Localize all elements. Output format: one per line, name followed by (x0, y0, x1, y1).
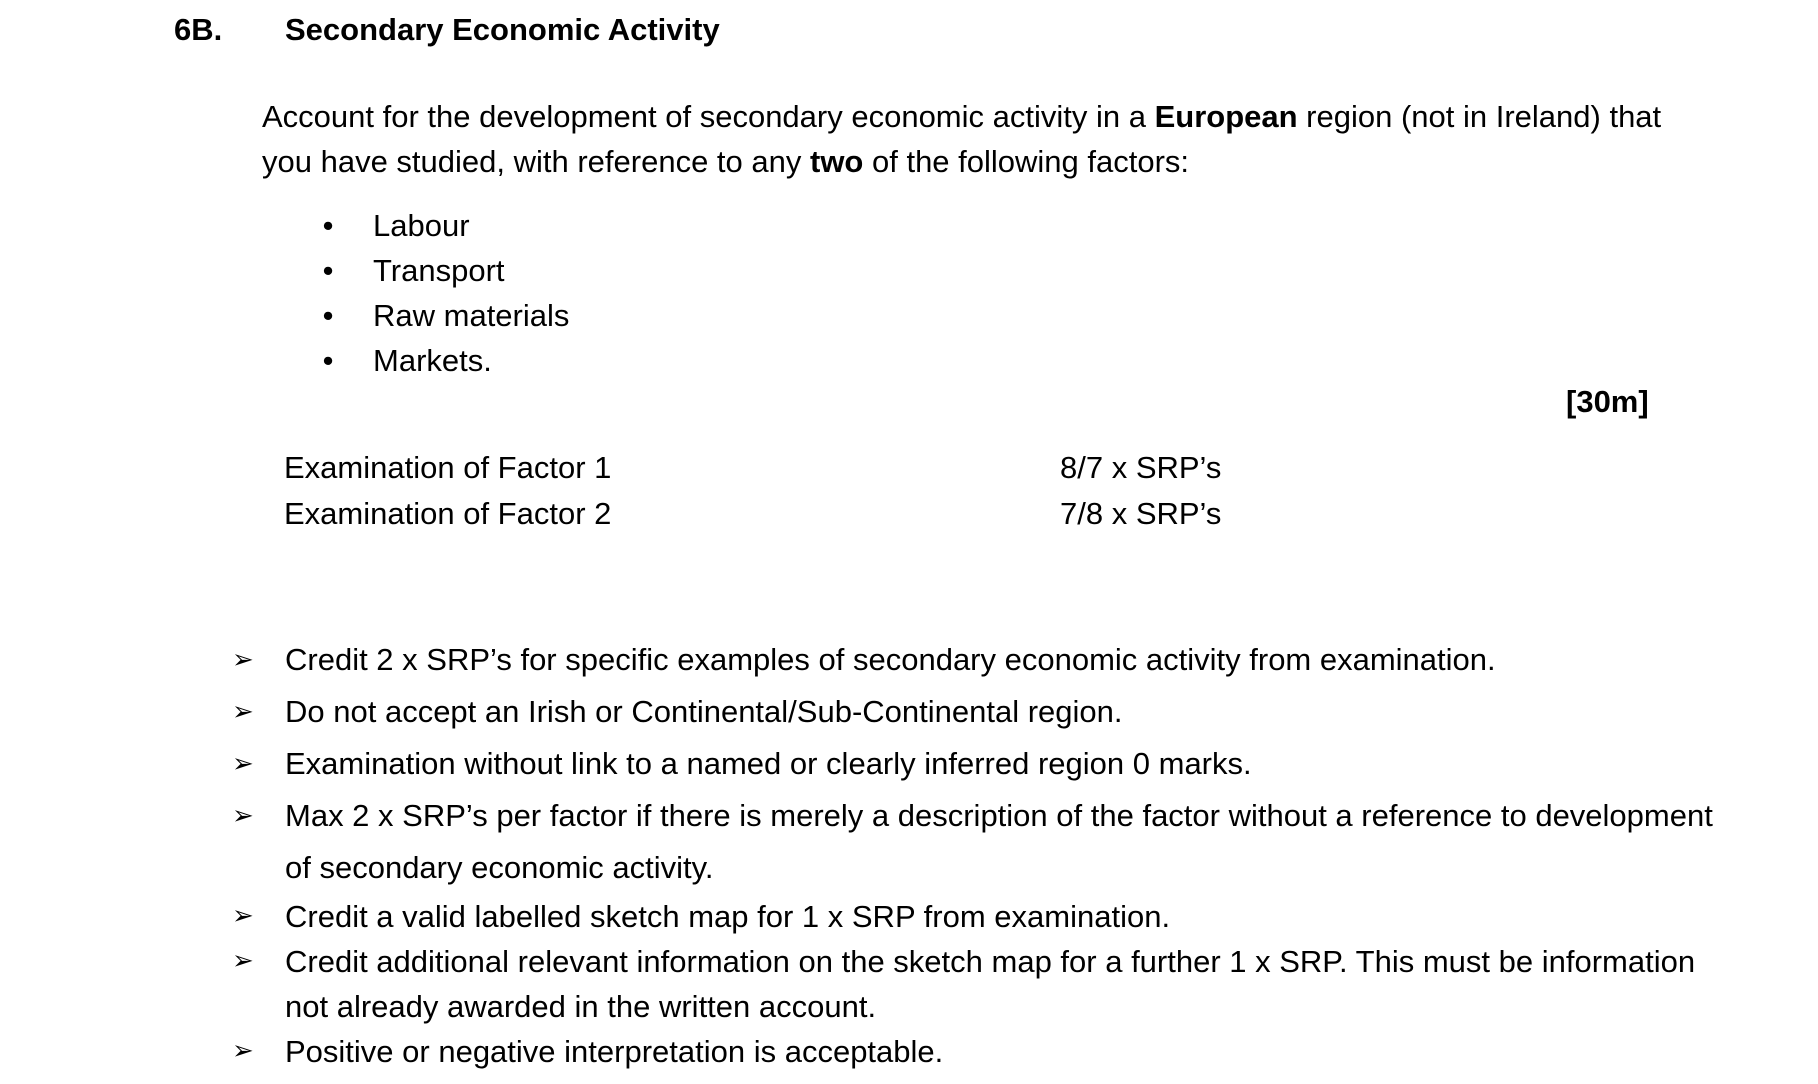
factor-label: Labour (373, 208, 470, 243)
marking-note (232, 738, 1725, 790)
prompt-text: region (not in Ireland) that you have studied, with reference to any (262, 99, 1662, 179)
marking-note-text: Max 2 x SRP’s per factor if there is merely a description of the factor without a reference to development of secondary economic activity. (285, 798, 1713, 885)
factor-label: Raw materials (373, 298, 570, 333)
breakdown-value: 7/8 x SRP’s (1060, 496, 1222, 531)
factor-label: Transport (373, 253, 505, 288)
prompt-emphasis-two: two (810, 144, 864, 179)
marking-note (232, 939, 1725, 1029)
marking-note-text: Credit a valid labelled sketch map for 1 x SRP from examination. (285, 899, 1171, 934)
marking-breakdown-row (0, 491, 1818, 537)
breakdown-value: 8/7 x SRP’s (1060, 450, 1222, 485)
factor-item (318, 203, 569, 248)
prompt-emphasis-european: European (1154, 99, 1298, 134)
bullet-icon: • (322, 298, 334, 333)
arrowhead-bullet-icon: ➢ (232, 801, 254, 831)
marking-note-text: Examination without link to a named or clearly inferred region 0 marks. (285, 746, 1252, 781)
marking-notes-list (232, 634, 1725, 1074)
factor-item (318, 248, 569, 293)
prompt-text: of the following factors: (863, 144, 1190, 179)
prompt-text: Account for the development of secondary economic activity in a (262, 99, 1155, 134)
bullet-icon: • (322, 343, 334, 378)
marking-breakdown-row (0, 445, 1818, 491)
question-title: Secondary Economic Activity (285, 12, 720, 47)
arrowhead-bullet-icon: ➢ (232, 697, 254, 727)
marking-note (232, 790, 1725, 894)
marking-note-text: Do not accept an Irish or Continental/Sub-Continental region. (285, 694, 1123, 729)
marking-note-text: Positive or negative interpretation is acceptable. (285, 1034, 944, 1069)
marking-note (232, 634, 1725, 686)
marking-note-text: Credit 2 x SRP’s for specific examples of secondary economic activity from examination. (285, 642, 1496, 677)
arrowhead-bullet-icon: ➢ (232, 645, 254, 675)
marking-note (232, 894, 1725, 939)
marking-note (232, 1029, 1725, 1074)
factor-item (318, 293, 569, 338)
marking-note (232, 686, 1725, 738)
arrowhead-bullet-icon: ➢ (232, 749, 254, 779)
marking-note-text: Credit additional relevant information on the sketch map for a further 1 x SRP. This must be information not already awarded in the written account. (285, 944, 1696, 1024)
breakdown-label: Examination of Factor 2 (284, 496, 612, 531)
arrowhead-bullet-icon: ➢ (232, 1036, 254, 1066)
arrowhead-bullet-icon: ➢ (232, 946, 254, 976)
factor-item (318, 338, 569, 383)
bullet-icon: • (322, 253, 334, 288)
arrowhead-bullet-icon: ➢ (232, 901, 254, 931)
total-marks: [30m] (1566, 384, 1649, 419)
question-prompt (262, 94, 1682, 184)
bullet-icon: • (322, 208, 334, 243)
factor-label: Markets. (373, 343, 492, 378)
factor-list (318, 203, 569, 383)
breakdown-label: Examination of Factor 1 (284, 450, 612, 485)
question-number: 6B. (174, 12, 223, 47)
